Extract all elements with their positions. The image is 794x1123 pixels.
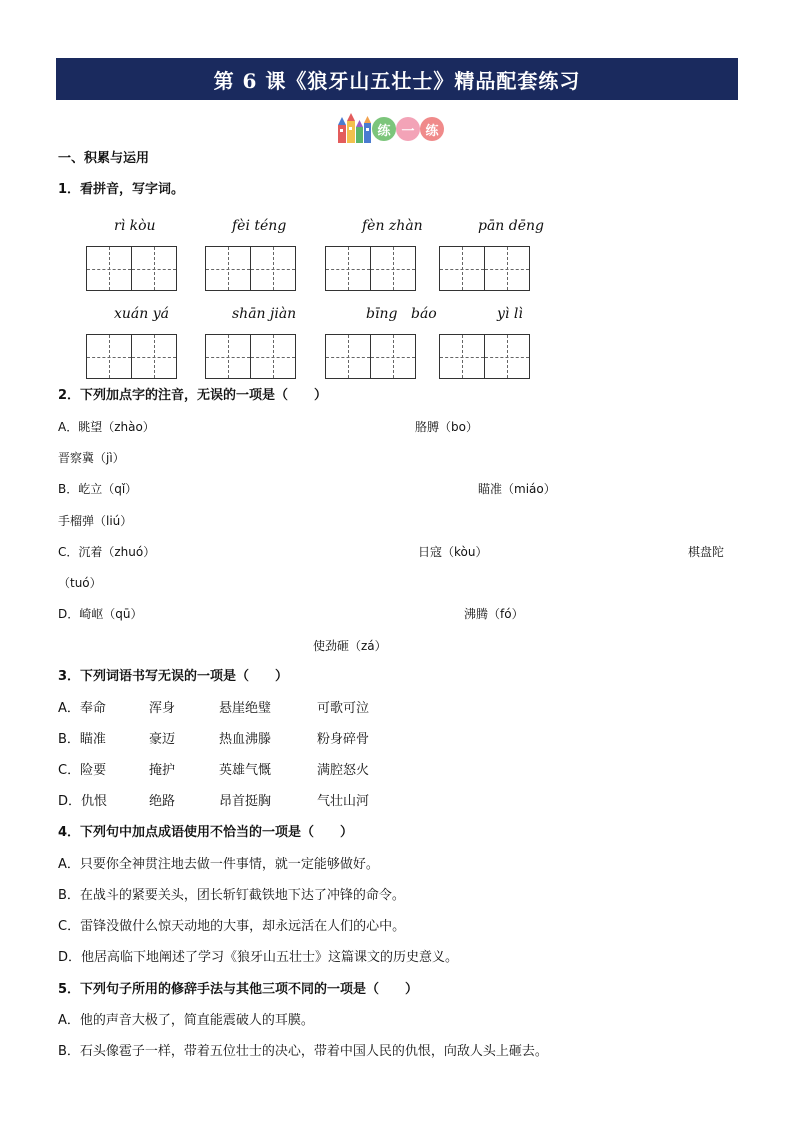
writing-grid[interactable] (439, 334, 530, 379)
q4-option-d: D．他居高临下地阐述了学习《狼牙山五壮士》这篇课文的历史意义。 (58, 950, 459, 965)
pinyin: fèi téng (232, 218, 287, 234)
q3-heading: 3．下列词语书写无误的一项是（ ） (58, 669, 289, 684)
q2-option-b: 瞄准（miáo） (478, 482, 556, 496)
q3-option-d: 昂首挺胸 (219, 794, 272, 809)
writing-grid[interactable] (86, 246, 177, 291)
badge-char-2: 一 (396, 117, 420, 141)
q4-option-a: A．只要你全神贯注地去做一件事情，就一定能够做好。 (58, 857, 379, 872)
writing-grid[interactable] (205, 334, 296, 379)
pinyin: bīng (366, 306, 398, 322)
badge-char-3: 练 (420, 117, 444, 141)
pinyin: xuán yá (114, 306, 169, 322)
q3-option-c: C．险要 (58, 763, 107, 778)
badge-char-1: 练 (372, 117, 396, 141)
q2-option-a: 晋察冀（jì） (58, 451, 125, 465)
pinyin: báo (411, 306, 437, 322)
q2-option-c: C．沉着（zhuó） (58, 545, 156, 559)
practice-badge (336, 111, 448, 143)
section-heading: 一、积累与运用 (58, 151, 150, 166)
q2-option-c: （tuó） (58, 576, 102, 590)
page-title: 第 6 课《狼牙山五壮士》精品配套练习 (56, 58, 738, 100)
q2-option-d: 使劲砸（zá） (313, 639, 387, 653)
q4-heading: 4．下列句中加点成语使用不恰当的一项是（ ） (58, 825, 354, 840)
q3-option-b: 热血沸滕 (219, 732, 272, 747)
q3-option-d: 气壮山河 (317, 794, 370, 809)
q2-option-a: 胳膊（bo） (415, 420, 478, 434)
q4-option-b: B．在战斗的紧要关头，团长斩钉截铁地下达了冲锋的命令。 (58, 888, 405, 903)
q3-option-d: 绝路 (149, 794, 176, 809)
q3-option-d: D．仇恨 (58, 794, 108, 809)
buildings-icon (336, 113, 372, 143)
pinyin: rì kòu (114, 218, 156, 234)
q5-heading: 5．下列句子所用的修辞手法与其他三项不同的一项是（ ） (58, 982, 419, 997)
q3-option-a: A．奉命 (58, 701, 106, 716)
q3-option-b: 豪迈 (149, 732, 176, 747)
q5-option-a: A．他的声音大极了，简直能震破人的耳膜。 (58, 1013, 314, 1028)
q2-option-c: 日寇（kòu） (418, 545, 488, 559)
pinyin: fèn zhàn (362, 218, 423, 234)
pinyin: yì lì (497, 306, 523, 322)
q2-option-d: 沸腾（fó） (464, 607, 524, 621)
q3-option-b: B．瞄准 (58, 732, 106, 747)
q3-option-a: 悬崖绝璧 (219, 701, 272, 716)
q3-option-a: 可歌可泣 (317, 701, 370, 716)
q5-option-b: B．石头像雹子一样，带着五位壮士的决心，带着中国人民的仇恨，向敌人头上砸去。 (58, 1044, 548, 1059)
writing-grid[interactable] (325, 334, 416, 379)
q2-heading: 2．下列加点字的注音，无误的一项是（ ） (58, 388, 328, 403)
writing-grid[interactable] (325, 246, 416, 291)
q2-option-b: 手榴弹（liú） (58, 514, 133, 528)
q3-option-c: 满腔怒火 (317, 763, 370, 778)
q2-option-a: A．眺望（zhào） (58, 420, 155, 434)
q3-option-a: 浑身 (149, 701, 176, 716)
q3-option-c: 英雄气慨 (219, 763, 272, 778)
q2-option-c: 棋盘陀 (688, 545, 725, 559)
q3-option-c: 掩护 (149, 763, 176, 778)
q2-option-d: D．崎岖（qū） (58, 607, 143, 621)
pinyin: shān jiàn (232, 306, 297, 322)
q3-option-b: 粉身碎骨 (317, 732, 370, 747)
pinyin: pān dēng (478, 218, 545, 234)
q1-heading: 1．看拼音，写字词。 (58, 182, 185, 197)
writing-grid[interactable] (86, 334, 177, 379)
writing-grid[interactable] (205, 246, 296, 291)
q2-option-b: B．屹立（qǐ） (58, 482, 138, 496)
writing-grid[interactable] (439, 246, 530, 291)
q4-option-c: C．雷锋没做什么惊天动地的大事，却永远活在人们的心中。 (58, 919, 406, 934)
